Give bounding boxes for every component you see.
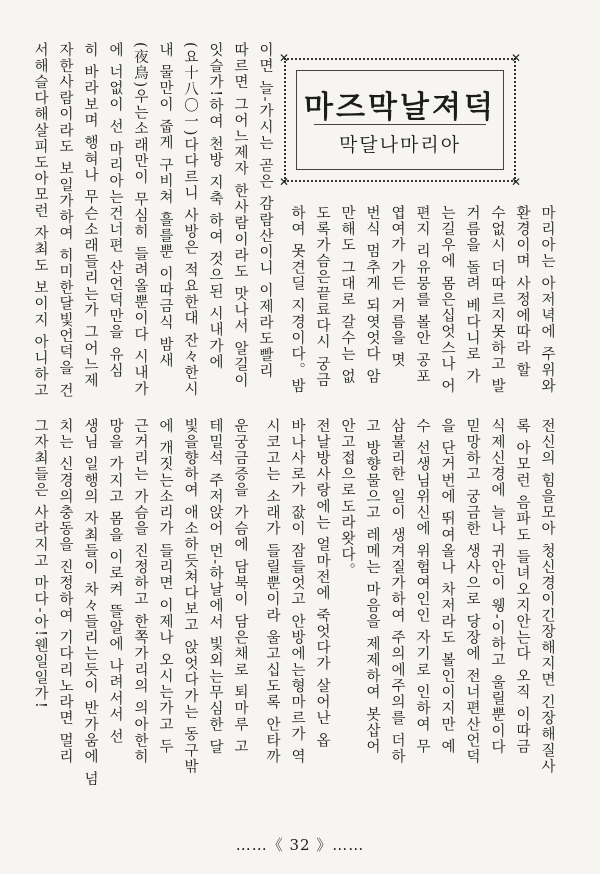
text-line: 시코고는 소래가 들릴뿐이라 울고십도록 안타까 xyxy=(264,418,280,765)
corner-ornament-icon: ✕ xyxy=(511,175,522,189)
text-line: 안고접으로도라왓다。 xyxy=(339,418,355,579)
text-line: 하여 못견딜 지경이다。밤 xyxy=(289,205,305,395)
text-line: 테밀석 주저앉어 먼-하날에서 빛외는무심한 달 xyxy=(207,418,223,756)
page-number: ……《 32 》…… xyxy=(235,836,365,854)
text-line: (夜鳥)우는소래만이 무심히 들려올뿐이다 시내가 xyxy=(132,42,148,398)
text-line: 빛을향하여 애소하듯쳐다보고 앉엇다가는 동구밖 xyxy=(182,418,198,775)
corner-ornament-icon: ✕ xyxy=(511,51,522,65)
text-line: 전날방사랑에는 얼마전에 죽엇다가 살어난 옵 xyxy=(314,418,330,749)
text-line: 에 개짓는소리가 들리면 이제나 오시는가고 두 xyxy=(157,418,173,755)
text-line: 히 바라보며 행혀나 무슨소래들리는가 그어느제 xyxy=(82,42,98,389)
text-line: 는길우에 몸은십엇스나 어 xyxy=(439,205,455,395)
text-line: 엽여가 가든 거름을 몃 xyxy=(389,205,405,369)
text-line: 마리아는 아저녁에 주위와 xyxy=(539,205,555,395)
text-line: 믿망하고 궁금한 생사으로 당장에 전너편산언덕 xyxy=(464,418,480,765)
text-line: 식제신경에 늘나 귀안이 웽-이하고 울릴뿐이다 xyxy=(489,418,505,756)
text-line: (요十八〇一)다다르니 사방은 적요한대 잔々한시 xyxy=(182,42,198,398)
text-line: 망을 가지고 몸을 이로켜 뜰알에 나려서서 선 xyxy=(107,418,123,746)
text-line: 을 단거번에 뛰여올나 차저라도 볼인이지만 예 xyxy=(439,418,455,755)
text-line: 거름을 돌려 베다니로 가 xyxy=(464,205,480,385)
text-line: 자한사람이라도 보일가하여 히미한달빛언덕을 건 xyxy=(57,42,73,399)
text-line: 따르면 그어느제자 한사람이라도 맛나서 알길이 xyxy=(232,42,248,389)
text-line: 내 물만이 줍게 구비쳐 흘를뿐 이따금식 밤새 xyxy=(157,42,173,370)
chapter-subtitle: 막달나마리아 xyxy=(338,134,462,156)
text-line: 수없시 더따르지못하고 발 xyxy=(489,205,505,395)
text-line: 바나사로가 잢이 잠들엇고 안방에는형마르가 역 xyxy=(289,418,305,765)
corner-ornament-icon: ✕ xyxy=(279,175,290,189)
text-line: 록 아모런 음파도 들녀오지안는다 오직 이따금 xyxy=(514,418,530,755)
text-line: 전신의 힘을모아 청신경이긴장해지면 긴장해질사 xyxy=(539,418,555,775)
text-line: 도록가슴은끝료다시 궁금 xyxy=(314,205,330,389)
text-line: 이면 늘-가시는 곧은 감람산이니 이제라도빨리 xyxy=(257,42,273,380)
text-line: 편지 리유뭉를 볼안 공포 xyxy=(414,205,430,385)
text-line: 번식 멈추게 되엿엇다 암 xyxy=(364,205,380,385)
text-line: 그자최들은 사라지고 마다-아!웬일일가! xyxy=(32,418,48,710)
text-line: 생님 일행의 자최들이 차々들리는듯이 반가움에 넘 xyxy=(82,418,98,788)
text-line: 잇슬가!하여 천방 지축 하여 것으된 시내가에 xyxy=(207,42,223,371)
chapter-title: 마즈막날져덕 xyxy=(304,90,496,125)
text-line: 만해도 그대로 갈수는 없 xyxy=(339,205,355,385)
text-line: 에 너없이 선 마리아는건너편 산언덕만을 유심 xyxy=(107,42,123,379)
text-line: 수 선생님위신에 위험여인인 자기로 인하여 무 xyxy=(414,418,430,755)
text-line: 고 방향물으고 레메는 마음을 제제하여 봇삽어 xyxy=(364,418,380,755)
corner-ornament-icon: ✕ xyxy=(279,51,290,65)
text-line: 운궁금증을 가슴에 담북이 담은채로 퇴마루 고 xyxy=(232,418,248,755)
title-frame xyxy=(279,51,522,189)
title-divider xyxy=(314,124,486,125)
text-line: 근거리는 가슴을 진정하고 한쪽가리의 의아한히 xyxy=(132,418,148,765)
text-line: 치는 신경의충동을 진정하여 기다리노라면 멀리 xyxy=(57,418,73,765)
text-line: 삼불리한 일이 생겨질가하여 주의에주의를 더하 xyxy=(389,418,405,765)
text-line: 환경이며 사정에따라 할 xyxy=(514,205,530,379)
text-line: 서해슬다해살피도아모런 자최도 보이지 아니하고 xyxy=(32,42,48,399)
